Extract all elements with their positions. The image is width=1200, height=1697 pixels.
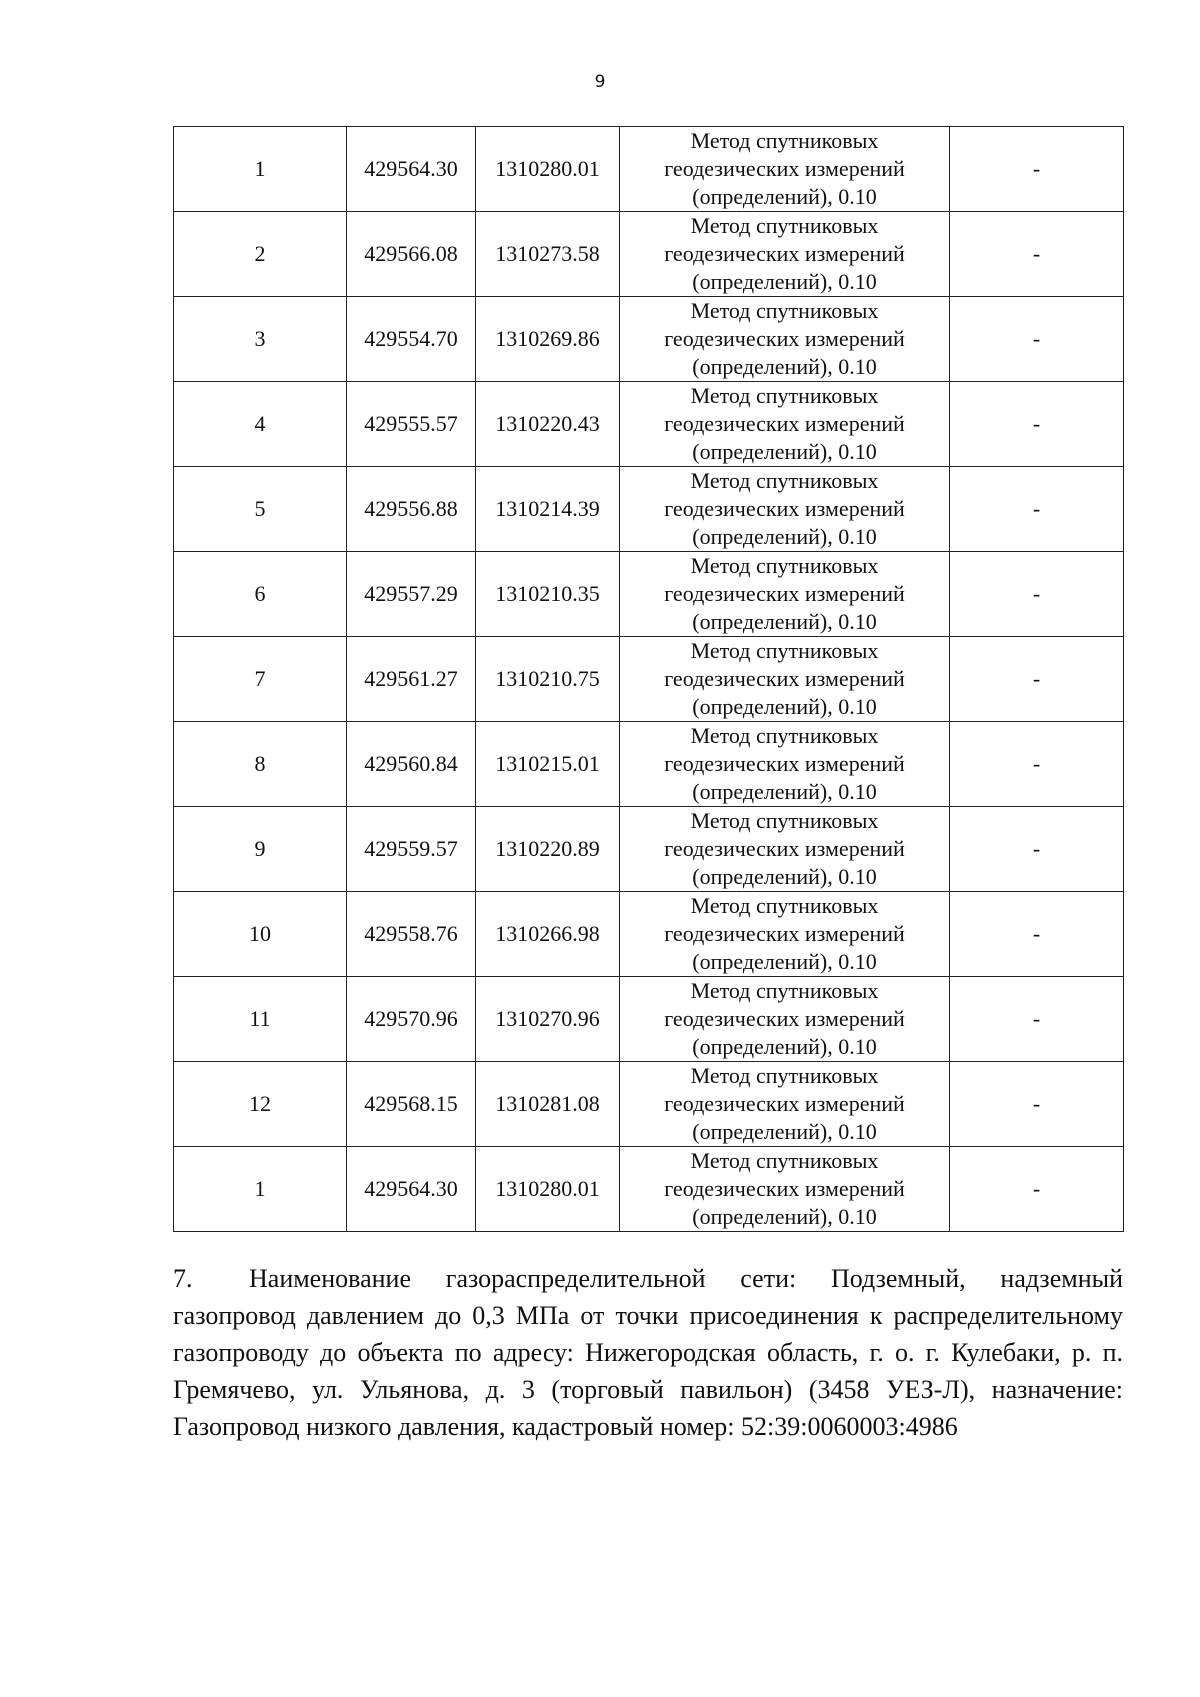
section-number: 7. — [173, 1264, 193, 1293]
note-cell: - — [950, 1062, 1124, 1147]
method-cell — [620, 467, 950, 552]
method-line: геодезических измерений — [664, 1176, 905, 1201]
note-cell: - — [950, 807, 1124, 892]
point-cell: 5 — [174, 467, 347, 552]
method-line: (определений), 0.10 — [692, 694, 877, 719]
table-row — [174, 892, 1124, 977]
table-row — [174, 382, 1124, 467]
point-cell: 11 — [174, 977, 347, 1062]
method-line: Метод спутниковых — [690, 383, 879, 408]
y-coordinate-cell: 1310220.43 — [476, 382, 620, 467]
y-coordinate-cell: 1310280.01 — [476, 127, 620, 212]
point-cell: 9 — [174, 807, 347, 892]
method-line: геодезических измерений — [664, 496, 905, 521]
table-row — [174, 552, 1124, 637]
coordinates-table — [173, 126, 1124, 1232]
table-row — [174, 637, 1124, 722]
point-cell: 7 — [174, 637, 347, 722]
note-cell: - — [950, 212, 1124, 297]
method-line: Метод спутниковых — [690, 1148, 879, 1173]
point-cell: 3 — [174, 297, 347, 382]
x-coordinate-cell: 429564.30 — [347, 1147, 476, 1232]
method-cell — [620, 212, 950, 297]
method-cell — [620, 722, 950, 807]
method-cell — [620, 127, 950, 212]
point-cell: 8 — [174, 722, 347, 807]
method-line: Метод спутниковых — [690, 723, 879, 748]
method-line: геодезических измерений — [664, 1091, 905, 1116]
method-cell — [620, 977, 950, 1062]
note-cell: - — [950, 467, 1124, 552]
note-cell: - — [950, 127, 1124, 212]
y-coordinate-cell: 1310214.39 — [476, 467, 620, 552]
point-cell: 1 — [174, 1147, 347, 1232]
point-cell: 4 — [174, 382, 347, 467]
y-coordinate-cell: 1310281.08 — [476, 1062, 620, 1147]
table-row — [174, 297, 1124, 382]
method-line: (определений), 0.10 — [692, 864, 877, 889]
method-line: геодезических измерений — [664, 156, 905, 181]
method-line: геодезических измерений — [664, 581, 905, 606]
method-line: (определений), 0.10 — [692, 269, 877, 294]
method-cell — [620, 637, 950, 722]
point-cell: 10 — [174, 892, 347, 977]
x-coordinate-cell: 429558.76 — [347, 892, 476, 977]
method-line: Метод спутниковых — [690, 128, 879, 153]
method-cell — [620, 297, 950, 382]
page-number: 9 — [594, 72, 606, 92]
method-line: Метод спутниковых — [690, 468, 879, 493]
y-coordinate-cell: 1310273.58 — [476, 212, 620, 297]
note-cell: - — [950, 382, 1124, 467]
point-cell: 2 — [174, 212, 347, 297]
table-row — [174, 212, 1124, 297]
x-coordinate-cell: 429560.84 — [347, 722, 476, 807]
x-coordinate-cell: 429561.27 — [347, 637, 476, 722]
method-cell — [620, 1147, 950, 1232]
method-line: Метод спутниковых — [690, 893, 879, 918]
method-line: (определений), 0.10 — [692, 779, 877, 804]
method-line: Метод спутниковых — [690, 638, 879, 663]
point-cell: 6 — [174, 552, 347, 637]
x-coordinate-cell: 429570.96 — [347, 977, 476, 1062]
method-line: (определений), 0.10 — [692, 354, 877, 379]
table-row — [174, 127, 1124, 212]
coordinates-table-body — [174, 127, 1124, 1232]
table-row — [174, 807, 1124, 892]
y-coordinate-cell: 1310266.98 — [476, 892, 620, 977]
note-cell: - — [950, 722, 1124, 807]
method-cell — [620, 807, 950, 892]
note-cell: - — [950, 552, 1124, 637]
y-coordinate-cell: 1310215.01 — [476, 722, 620, 807]
method-line: (определений), 0.10 — [692, 1204, 877, 1229]
table-row — [174, 1147, 1124, 1232]
method-line: геодезических измерений — [664, 836, 905, 861]
x-coordinate-cell: 429568.15 — [347, 1062, 476, 1147]
table-row — [174, 977, 1124, 1062]
point-cell: 1 — [174, 127, 347, 212]
y-coordinate-cell: 1310210.75 — [476, 637, 620, 722]
note-cell: - — [950, 977, 1124, 1062]
y-coordinate-cell: 1310210.35 — [476, 552, 620, 637]
method-line: геодезических измерений — [664, 411, 905, 436]
x-coordinate-cell: 429564.30 — [347, 127, 476, 212]
method-line: Метод спутниковых — [690, 808, 879, 833]
method-line: геодезических измерений — [664, 751, 905, 776]
x-coordinate-cell: 429554.70 — [347, 297, 476, 382]
y-coordinate-cell: 1310280.01 — [476, 1147, 620, 1232]
table-row — [174, 1062, 1124, 1147]
method-line: геодезических измерений — [664, 241, 905, 266]
method-cell — [620, 552, 950, 637]
point-cell: 12 — [174, 1062, 347, 1147]
method-line: (определений), 0.10 — [692, 949, 877, 974]
note-cell: - — [950, 297, 1124, 382]
method-cell — [620, 382, 950, 467]
method-line: Метод спутниковых — [690, 298, 879, 323]
y-coordinate-cell: 1310270.96 — [476, 977, 620, 1062]
x-coordinate-cell: 429557.29 — [347, 552, 476, 637]
x-coordinate-cell: 429559.57 — [347, 807, 476, 892]
y-coordinate-cell: 1310220.89 — [476, 807, 620, 892]
section-7-paragraph — [173, 1260, 1123, 1445]
method-cell — [620, 1062, 950, 1147]
method-cell — [620, 892, 950, 977]
method-line: Метод спутниковых — [690, 978, 879, 1003]
method-line: (определений), 0.10 — [692, 609, 877, 634]
method-line: геодезических измерений — [664, 326, 905, 351]
method-line: (определений), 0.10 — [692, 524, 877, 549]
method-line: (определений), 0.10 — [692, 1119, 877, 1144]
method-line: (определений), 0.10 — [692, 1034, 877, 1059]
x-coordinate-cell: 429556.88 — [347, 467, 476, 552]
note-cell: - — [950, 892, 1124, 977]
x-coordinate-cell: 429566.08 — [347, 212, 476, 297]
x-coordinate-cell: 429555.57 — [347, 382, 476, 467]
method-line: геодезических измерений — [664, 921, 905, 946]
method-line: (определений), 0.10 — [692, 184, 877, 209]
method-line: геодезических измерений — [664, 1006, 905, 1031]
table-row — [174, 467, 1124, 552]
y-coordinate-cell: 1310269.86 — [476, 297, 620, 382]
method-line: Метод спутниковых — [690, 553, 879, 578]
method-line: геодезических измерений — [664, 666, 905, 691]
section-text: Наименование газораспределительной сети: Подземный, надземный газопровод давлением до 0,3 МПа от точки присоединения к распределительному газопроводу до объекта по адресу: Нижегородская область, г. о. г. Кулебаки, р. п. Гремячево, ул. Ульянова, д. 3 (торговый павильон) (3458 УЕЗ-Л), назначение: Газопровод низкого давления, кадастровый номер: 52:39:0060003:4986 — [173, 1264, 1123, 1441]
method-line: Метод спутниковых — [690, 1063, 879, 1088]
method-line: (определений), 0.10 — [692, 439, 877, 464]
method-line: Метод спутниковых — [690, 213, 879, 238]
table-row — [174, 722, 1124, 807]
note-cell: - — [950, 637, 1124, 722]
note-cell: - — [950, 1147, 1124, 1232]
